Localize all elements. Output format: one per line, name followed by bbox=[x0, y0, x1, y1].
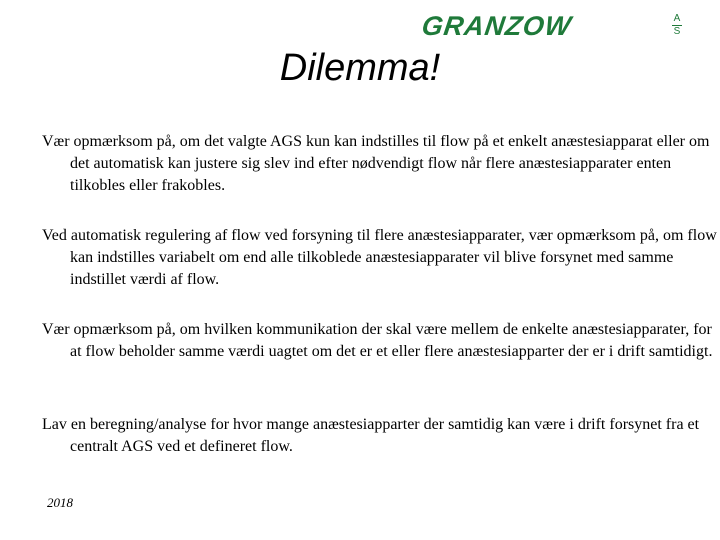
footer-year: 2018 bbox=[47, 495, 73, 510]
logo-as-mark bbox=[670, 14, 684, 37]
logo-suffix-top: A bbox=[673, 13, 681, 24]
slide-title: Dilemma! bbox=[279, 47, 441, 89]
paragraph-2: Ved automatisk regulering af flow ved forsyning til flere anæstesiapparater, vær opmærksom på, om flow kan indstilles variabelt om end alle tilkoblede anæstesiapparater vil blive forsynet med samme indstillet værdi af flow. bbox=[42, 227, 717, 288]
granzow-logo bbox=[420, 12, 685, 40]
paragraph-1: Vær opmærksom på, om det valgte AGS kun kan indstilles til flow på et enkelt anæstesiapparat eller om det automatisk kan justere sig slev ind efter nødvendigt flow når flere anæstesiapparater enten tilkobles eller frakobles. bbox=[42, 133, 710, 194]
logo-wordmark: GRANZOW bbox=[419, 11, 574, 41]
logo-suffix-bottom: S bbox=[673, 26, 681, 37]
paragraph-4: Lav en beregning/analyse for hvor mange anæstesiapparter der samtidig kan være i drift forsynet fra et centralt AGS ved et defineret flow. bbox=[42, 416, 700, 455]
paragraph-3: Vær opmærksom på, om hvilken kommunikation der skal være mellem de enkelte anæstesiapparater, for at flow beholder samme værdi uagtet om det er et eller flere anæstesiapparter der er i drift samtidigt. bbox=[42, 321, 713, 360]
